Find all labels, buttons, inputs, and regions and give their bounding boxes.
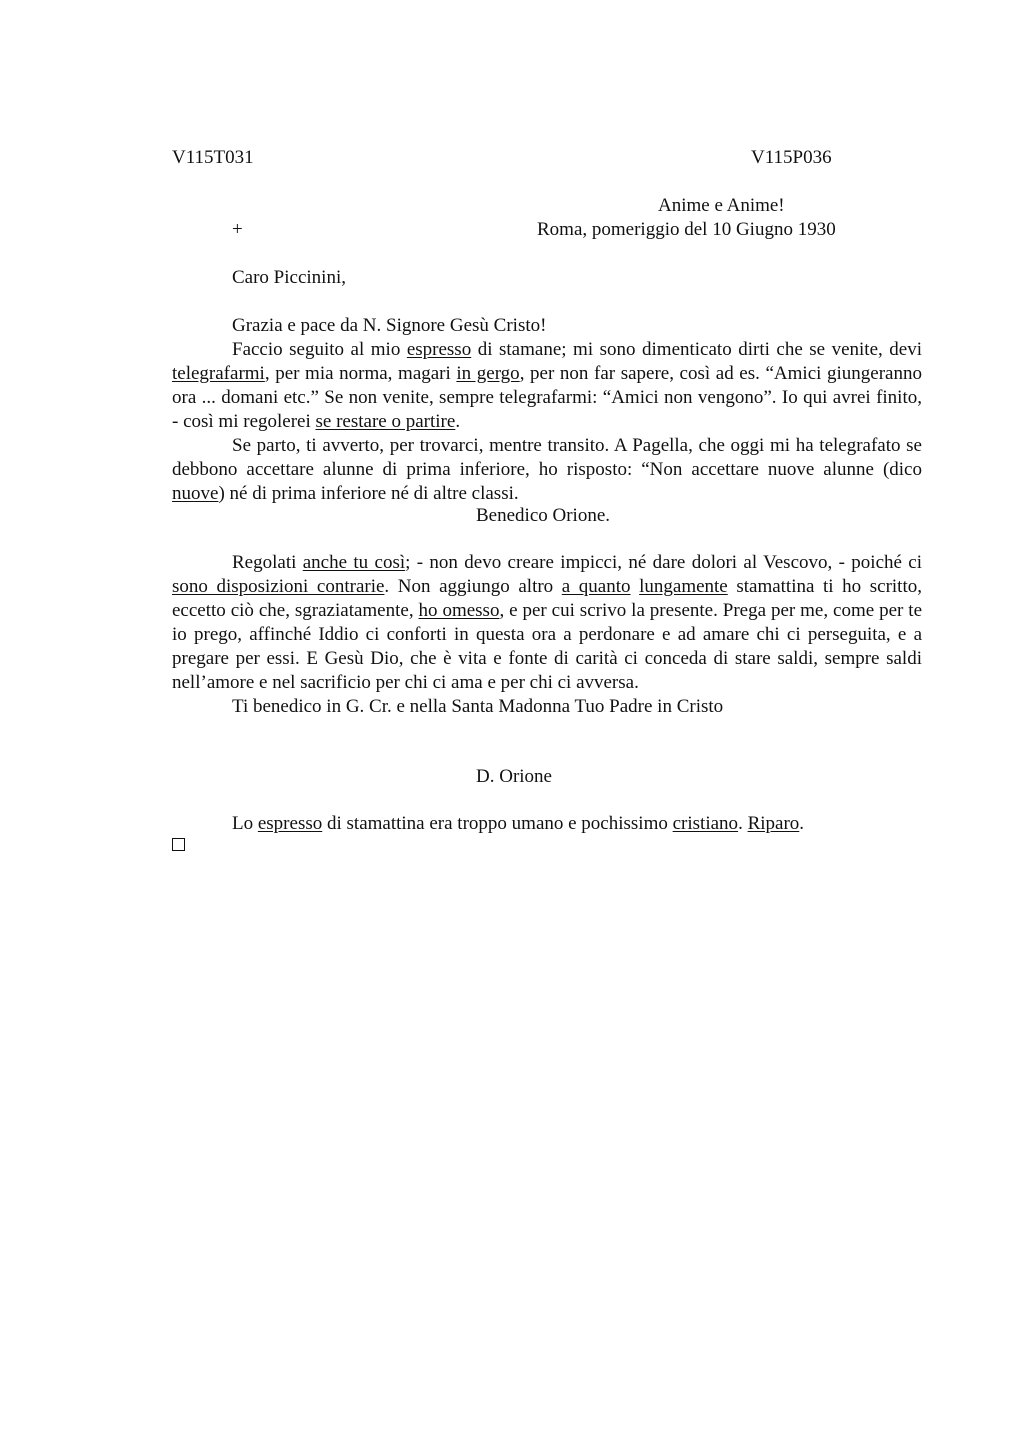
letter-body-part2 [172,551,922,719]
signature: D. Orione [476,766,552,787]
blessing: Ti benedico in G. Cr. e nella Santa Madonna Tuo Padre in Cristo [232,696,724,717]
quoted-signature: Benedico Orione. [476,505,611,526]
square-outline-icon [172,838,185,851]
letter-title: Anime e Anime! [658,195,785,216]
salutation: Caro Piccinini, [232,267,346,288]
header-right-code: V115P036 [751,147,832,168]
header-left-code: V115T031 [172,147,254,168]
letter-body-part1 [172,314,922,506]
paragraph-1: Faccio seguito al mio espresso di stamane; mi sono dimenticato dirti che se venite, devi telegrafarmi, per mia norma, magari in gergo, per non far sapere, così ad es. “Amici giungeranno ora ... domani etc.” Se non venite, sempre telegrafarmi: “Amici non vengono”. Io qui avrei finito, - così mi regolerei se restare o partire. [172,339,922,432]
paragraph-3: Regolati anche tu così; - non devo creare impicci, né dare dolori al Vescovo, - poiché ci sono disposizioni contrarie. Non aggiungo altro a quanto lungamente stamattina ti ho scritto, eccetto ciò che, sgraziatamente, ho omesso, e per cui scrivo la presente. Prega per me, come per te io prego, affinché Iddio ci conforti in questa ora a perdonare e ad amare chi ci perseguita, e a pregare per essi. E Gesù Dio, che è vita e fonte di carità ci conceda di stare saldi, sempre saldi nell’amore e nel sacrificio per chi ci ama e per chi ci avversa. [172,552,923,693]
greeting: Grazia e pace da N. Signore Gesù Cristo! [232,315,547,336]
place-date: Roma, pomeriggio del 10 Giugno 1930 [537,219,836,240]
cross-mark: + [232,219,243,240]
postscript: Lo espresso di stamattina era troppo umano e pochissimo cristiano. Riparo. [232,813,805,834]
paragraph-2: Se parto, ti avverto, per trovarci, mentre transito. A Pagella, che oggi mi ha telegrafato se debbono accettare alunne di prima inferiore, ho risposto: “Non accettare nuove alunne (dico nuove) né di prima inferiore né di altre classi. [172,435,922,504]
